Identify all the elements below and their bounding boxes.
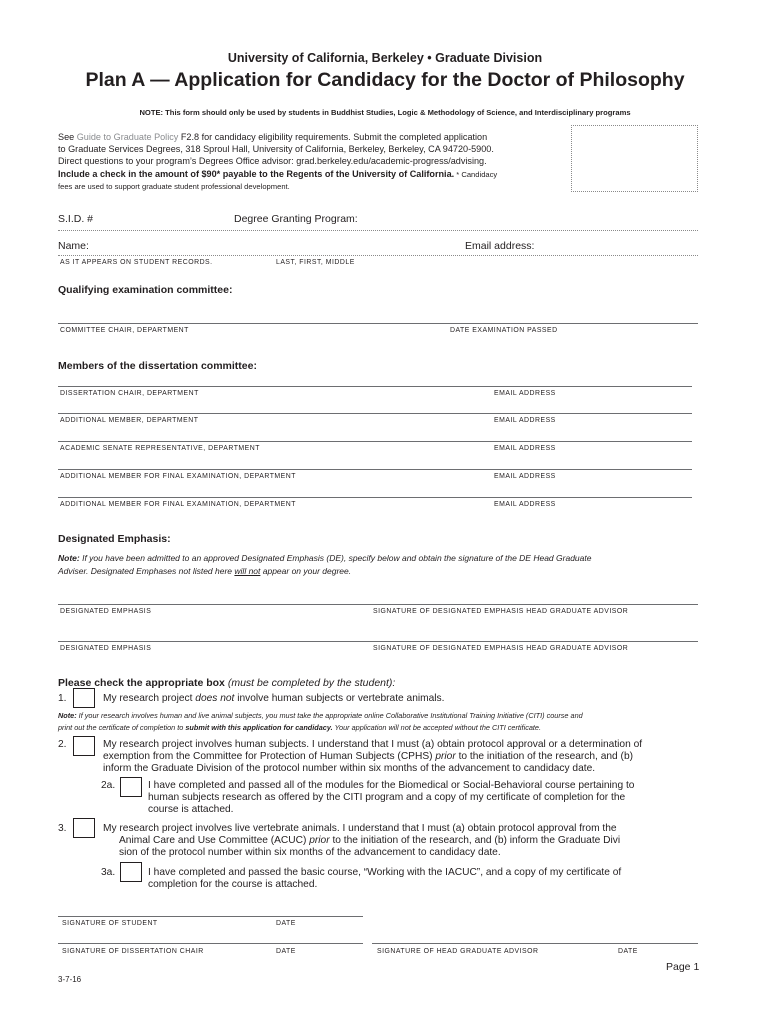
citi-note: Note: If your research involves human and live animal subjects, you must take the appropriate online Collaborative Institutional Training Initiative (CITI) course and print out the certificate of completion to submit with this application for candidacy. Your application will not be accepted without the CITI certificate. [58, 711, 583, 732]
sid-label: S.I.D. # [58, 213, 94, 225]
form-usage-note: NOTE: This form should only be used by students in Buddhist Studies, Logic & Methodology of Science, and Interdisciplinary programs [139, 108, 631, 117]
name-email-field-line[interactable] [58, 255, 698, 256]
qualifying-heading: Qualifying examination committee: [58, 284, 233, 296]
name-caption: AS IT APPEARS ON STUDENT RECORDS. [60, 259, 213, 266]
animal-subjects-checkbox[interactable] [73, 818, 95, 838]
degree-program-label: Degree Granting Program: [234, 213, 358, 225]
dissertation-heading: Members of the dissertation committee: [58, 360, 257, 372]
dissertation-role-caption: DISSERTATION CHAIR, DEPARTMENT [60, 390, 199, 397]
dissertation-email-caption: EMAIL ADDRESS [494, 390, 556, 397]
item1-text: My research project does not involve human subjects or vertebrate animals. [103, 693, 445, 704]
chair-signature-caption: SIGNATURE OF DISSERTATION CHAIR [62, 948, 204, 955]
graduate-policy-link[interactable]: Guide to Graduate Policy [76, 132, 179, 142]
item2-text: My research project involves human subjects. I understand that I must (a) obtain protocol approval or a determination of exemption from the Committee for Protection of Human Subjects (CPHS) prior to the initiation of the research, and (b) inform the Graduate Division of the protocol number within six months of the advancement to candidacy date. [103, 739, 643, 774]
date-caption: DATE [276, 948, 296, 955]
no-subjects-checkbox[interactable] [73, 688, 95, 708]
university-heading: University of California, Berkeley • Graduate Division [227, 51, 543, 65]
item-number: 3a. [101, 867, 116, 878]
item2a-text: I have completed and passed all of the modules for the Biomedical or Social-Behavioral course pertaining to human subjects research as offered by the CITI program and a copy of my certificate of completion for the course is attached. [148, 780, 635, 815]
dissertation-role-caption: ACADEMIC SENATE REPRESENTATIVE, DEPARTMENT [60, 445, 260, 452]
dissertation-email-caption: EMAIL ADDRESS [494, 473, 556, 480]
sid-program-field-line[interactable] [58, 230, 698, 231]
name-order-caption: LAST, FIRST, MIDDLE [276, 259, 355, 266]
emphasis-heading: Designated Emphasis: [58, 533, 171, 545]
final-exam-member-line[interactable] [58, 469, 692, 470]
chair-signature-line[interactable] [58, 943, 363, 944]
date-caption: DATE [618, 948, 638, 955]
intro-text: See Guide to Graduate Policy F2.8 for candidacy eligibility requirements. Submit the completed application to Graduate Services Degrees, 318 Sproul Hall, University of California, Berkeley, Berkeley, CA 94720-5900. Direct questions to your program’s Degrees Office advisor: grad.berkeley.edu/academic-progress/advising. Include a check in the amount of $90* payable to the Regents of the University of California. * Candidacy fees are used to support graduate student professional development. [58, 132, 498, 191]
item-number: 2a. [101, 780, 116, 791]
dissertation-chair-line[interactable] [58, 386, 692, 387]
form-title: Plan A — Application for Candidacy for the Doctor of Philosophy [85, 69, 685, 91]
emphasis-signature-caption: SIGNATURE OF DESIGNATED EMPHASIS HEAD GRADUATE ADVISOR [373, 608, 629, 615]
item-number: 3. [58, 823, 67, 834]
dissertation-role-caption: ADDITIONAL MEMBER FOR FINAL EXAMINATION, DEPARTMENT [60, 473, 296, 480]
emphasis-caption: DESIGNATED EMPHASIS [60, 645, 152, 652]
dissertation-role-caption: ADDITIONAL MEMBER FOR FINAL EXAMINATION, DEPARTMENT [60, 501, 296, 508]
student-signature-line[interactable] [58, 916, 363, 917]
item3-text: My research project involves live vertebrate animals. I understand that I must (a) obtain protocol approval from the Animal Care and Use Committee (ACUC) prior to the initiation of the research, and (b) inform the Graduate Divi sion of the protocol number within six months of the advancement to candidacy date. [103, 823, 621, 858]
emphasis-signature-caption: SIGNATURE OF DESIGNATED EMPHASIS HEAD GRADUATE ADVISOR [373, 645, 629, 652]
office-use-box [571, 125, 698, 192]
emphasis-field-line[interactable] [58, 604, 698, 605]
date-caption: DATE [276, 920, 296, 927]
page-number: Page 1 [666, 961, 700, 973]
emphasis-note: Note: If you have been admitted to an approved Designated Emphasis (DE), specify below and obtain the signature of the DE Head Graduate Adviser. Designated Emphases not listed here will not appear on your degree. [58, 553, 592, 576]
human-citi-checkbox[interactable] [120, 777, 142, 797]
form-version: 3-7-16 [58, 975, 82, 984]
dissertation-email-caption: EMAIL ADDRESS [494, 417, 556, 424]
emphasis-field-line[interactable] [58, 641, 698, 642]
head-advisor-signature-caption: SIGNATURE OF HEAD GRADUATE ADVISOR [377, 948, 539, 955]
exam-date-caption: DATE EXAMINATION PASSED [450, 327, 558, 334]
student-signature-caption: SIGNATURE OF STUDENT [62, 920, 158, 927]
committee-chair-caption: COMMITTEE CHAIR, DEPARTMENT [60, 327, 189, 334]
final-exam-member-line[interactable] [58, 497, 692, 498]
head-advisor-signature-line[interactable] [372, 943, 698, 944]
additional-member-line[interactable] [58, 413, 692, 414]
animal-iacuc-checkbox[interactable] [120, 862, 142, 882]
emphasis-caption: DESIGNATED EMPHASIS [60, 608, 152, 615]
item-number: 2. [58, 739, 67, 750]
senate-rep-line[interactable] [58, 441, 692, 442]
qualifying-field-line[interactable] [58, 323, 698, 324]
dissertation-email-caption: EMAIL ADDRESS [494, 501, 556, 508]
item-number: 1. [58, 693, 67, 704]
human-subjects-checkbox[interactable] [73, 736, 95, 756]
name-label: Name: [58, 240, 89, 252]
email-label: Email address: [465, 240, 535, 252]
dissertation-email-caption: EMAIL ADDRESS [494, 445, 556, 452]
item3a-text: I have completed and passed the basic course, “Working with the IACUC”, and a copy of my certificate of completion for the course is attached. [148, 867, 622, 890]
dissertation-role-caption: ADDITIONAL MEMBER, DEPARTMENT [60, 417, 199, 424]
check-heading: Please check the appropriate box (must be completed by the student): [58, 677, 396, 689]
